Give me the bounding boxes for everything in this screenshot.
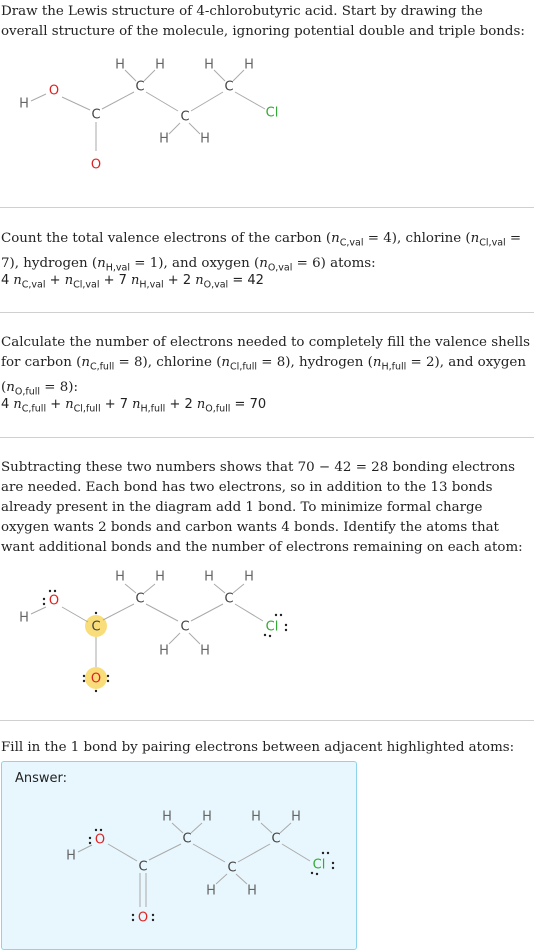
atom-hydrogen: H [244, 57, 254, 73]
answer-label: Answer: [15, 771, 68, 786]
atom-carbon: C [180, 109, 190, 125]
atom-hydrogen: H [291, 809, 301, 825]
atom-chlorine: Cl [265, 105, 279, 121]
structure-diagram-final [2, 794, 356, 944]
atom-carbon: C [135, 591, 145, 607]
atom-hydrogen: H [206, 883, 216, 899]
structure-diagram-highlighted [0, 566, 534, 716]
atom-hydrogen: H [204, 569, 214, 585]
atom-hydrogen: H [115, 569, 125, 585]
atom-hydrogen: H [159, 643, 169, 659]
atom-hydrogen: H [202, 809, 212, 825]
step2-text: Count the total valence electrons of the carbon $(n_{C,val} = 4)$, chlorine $(n_{Cl,val} = 7)$, hydrogen $(n_{H,val} = 1)$, and oxygen $(n_{O,val} = 6)$ atoms: [1, 231, 522, 274]
atom-hydrogen: H [251, 809, 261, 825]
atom-carbon: C [271, 831, 281, 847]
atom-hydrogen: H [66, 848, 76, 864]
atom-oxygen: O [48, 593, 60, 609]
atom-carbon: C [91, 619, 101, 635]
step1-text: Draw the Lewis structure of 4-chlorobutyric acid. Start by drawing the overall structure of the molecule, ignoring potential double and triple bonds: [1, 4, 525, 39]
atom-hydrogen: H [159, 131, 169, 147]
atom-carbon: C [224, 591, 234, 607]
atom-carbon: C [91, 107, 101, 123]
atom-hydrogen: H [162, 809, 172, 825]
atom-chlorine: Cl [312, 857, 326, 873]
atom-carbon: C [224, 79, 234, 95]
radical-dot [95, 612, 97, 614]
step3-equation: 4 $n_{C,full} + n_{Cl,full} + 7$ $n_{H,full} + 2$ $n_{O,full} = 70$ [1, 397, 267, 415]
atom-hydrogen: H [204, 57, 214, 73]
atom-carbon: C [227, 860, 237, 876]
atom-hydrogen: H [19, 96, 29, 112]
atom-carbon: C [135, 79, 145, 95]
step3-text: Calculate the number of electrons needed to completely fill the valence shells for carbon $(n_{C,full} = 8)$, chlorine $(n_{Cl,full} = 8)$, hydrogen $(n_{H,full} = 2)$, and oxygen $(n_{O,full} = 8)$: [1, 335, 531, 398]
atom-hydrogen: H [115, 57, 125, 73]
divider [0, 437, 534, 438]
atom-oxygen: O [90, 157, 102, 173]
answer-box [1, 761, 357, 950]
atom-carbon: C [182, 831, 192, 847]
step5-text: Fill in the 1 bond by pairing electrons between adjacent highlighted atoms: [1, 740, 515, 755]
atom-oxygen: O [94, 832, 106, 848]
atom-hydrogen: H [155, 569, 165, 585]
atom-hydrogen: H [200, 131, 210, 147]
atom-hydrogen: H [247, 883, 257, 899]
atom-carbon: C [180, 619, 190, 635]
atom-oxygen: O [137, 910, 149, 926]
step4-text: Subtracting these two numbers shows that 70 − 42 = 28 bonding electrons are needed. Each bond has two electrons, so in addition to the 13 bonds already present in the diagram add 1 bond. To minimize formal charge oxygen wants 2 bonds and carbon wants 4 bonds. Identify the atoms that want additional bonds and the number of electrons remaining on each atom: [1, 460, 523, 555]
atom-oxygen: O [90, 671, 102, 687]
atom-carbon: C [138, 859, 148, 875]
atom-hydrogen: H [244, 569, 254, 585]
divider [0, 312, 534, 313]
step2-equation: 4 $n_{C,val} + n_{Cl,val} + 7$ $n_{H,val} + 2$ $n_{O,val} = 42$ [1, 273, 264, 291]
atom-hydrogen: H [155, 57, 165, 73]
atom-hydrogen: H [19, 610, 29, 626]
atom-oxygen: O [48, 83, 60, 99]
divider [0, 207, 534, 208]
divider [0, 720, 534, 721]
atom-chlorine: Cl [265, 619, 279, 635]
atom-hydrogen: H [200, 643, 210, 659]
structure-diagram-initial [0, 50, 534, 200]
